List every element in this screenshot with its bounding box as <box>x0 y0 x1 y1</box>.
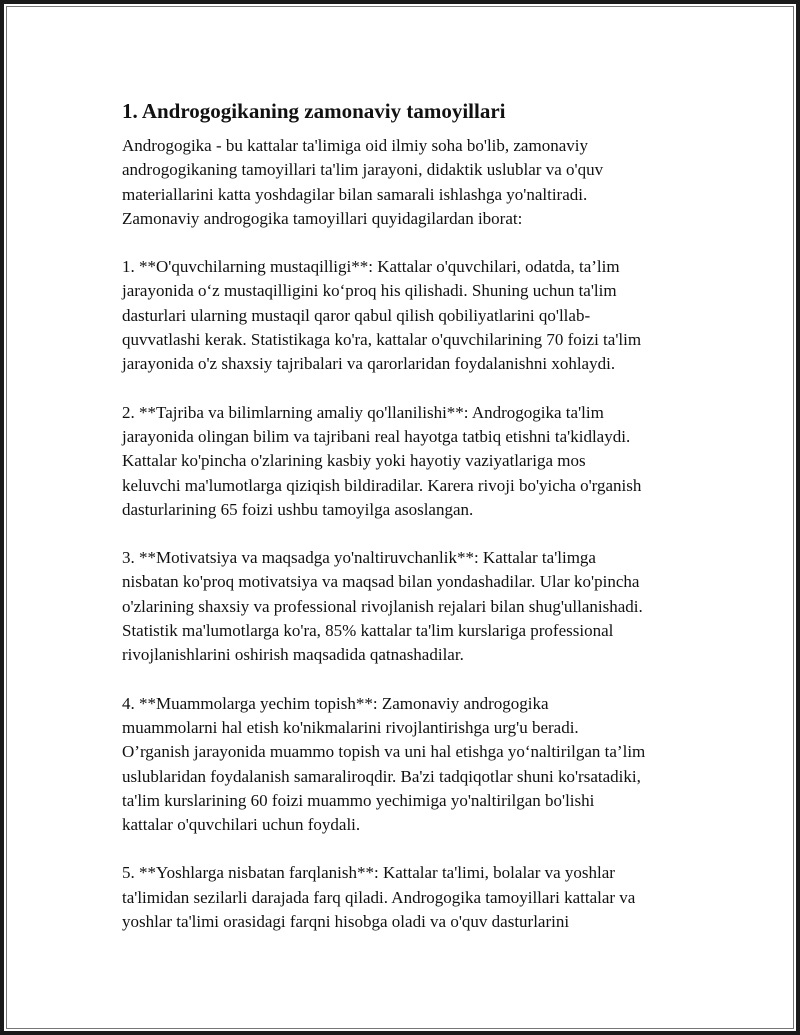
section-heading: 1. Androgogikaning zamonaviy tamoyillari <box>122 99 506 123</box>
principle-paragraph-4: 4. **Muammolarga yechim topish**: Zamonaviy androgogika muammolarni hal etish ko'nikmalarini rivojlantirishga urg'u beradi. O’rganish jarayonida muammo topish va uni hal etishga yo‘naltirilgan ta’lim uslublaridan foydalanish samaraliroqdir. Ba'zi tadqiqotlar shuni ko'rsatadiki, ta'lim kurslarining 60 foizi muammo yechimiga yo'naltirilgan bo'lishi kattalar o'quvchilari uchun foydali. <box>122 693 646 835</box>
principle-paragraph-2: 2. **Tajriba va bilimlarning amaliy qo'llanilishi**: Androgogika ta'lim jarayonida olingan bilim va tajribani real hayotga tatbiq etishni ta'kidlaydi. Kattalar ko'pincha o'zlarining kasbiy yoki hayotiy vaziyatlariga mos keluvchi ma'lumotlarga qiziqish bildiradilar. Karera rivoji bo'yicha o'rganish dasturlarining 65 foizi ushbu tamoyilga asoslangan. <box>122 402 642 519</box>
principle-paragraph-3: 3. **Motivatsiya va maqsadga yo'naltiruvchanlik**: Kattalar ta'limga nisbatan ko'proq motivatsiya va maqsad bilan yondashadilar. Ular ko'pincha o'zlarining shaxsiy va professional rivojlanish rejalari bilan shug'ullanishadi. Statistik ma'lumotlarga ko'ra, 85% kattalar ta'lim kurslariga professional rivojlanishlarini oshirish maqsadida qatnashadilar. <box>122 548 643 665</box>
principle-paragraph-5: 5. **Yoshlarga nisbatan farqlanish**: Kattalar ta'limi, bolalar va yoshlar ta'limidan sezilarli darajada farq qiladi. Androgogika tamoyillari kattalar va yoshlar ta'limi orasidagi farqni hisobga oladi va o'quv dasturlarini <box>122 863 636 932</box>
intro-paragraph: Androgogika - bu kattalar ta'limiga oid ilmiy soha bo'lib, zamonaviy androgogikaning tamoyillari ta'lim jarayoni, didaktik uslublar va o'quv materiallarini katta yoshdagilar bilan samarali ishlashga yo'naltiradi. Zamonaviy androgogika tamoyillari quyidagilardan iborat: <box>122 136 604 228</box>
principle-paragraph-1: 1. **O'quvchilarning mustaqilligi**: Kattalar o'quvchilari, odatda, ta’lim jarayonida o‘z mustaqilligini ko‘proq his qilishadi. Shuning uchun ta'lim dasturlari ularning mustaqil qaror qabul qilish qobiliyatlarini qo'llab- quvvatlashi kerak. Statistikaga ko'ra, kattalar o'quvchilarining 70 foizi ta'lim jarayonida o'z shaxsiy tajribalari va qarorlaridan foydalanishni xohlaydi. <box>122 257 642 374</box>
document-body <box>122 96 702 958</box>
